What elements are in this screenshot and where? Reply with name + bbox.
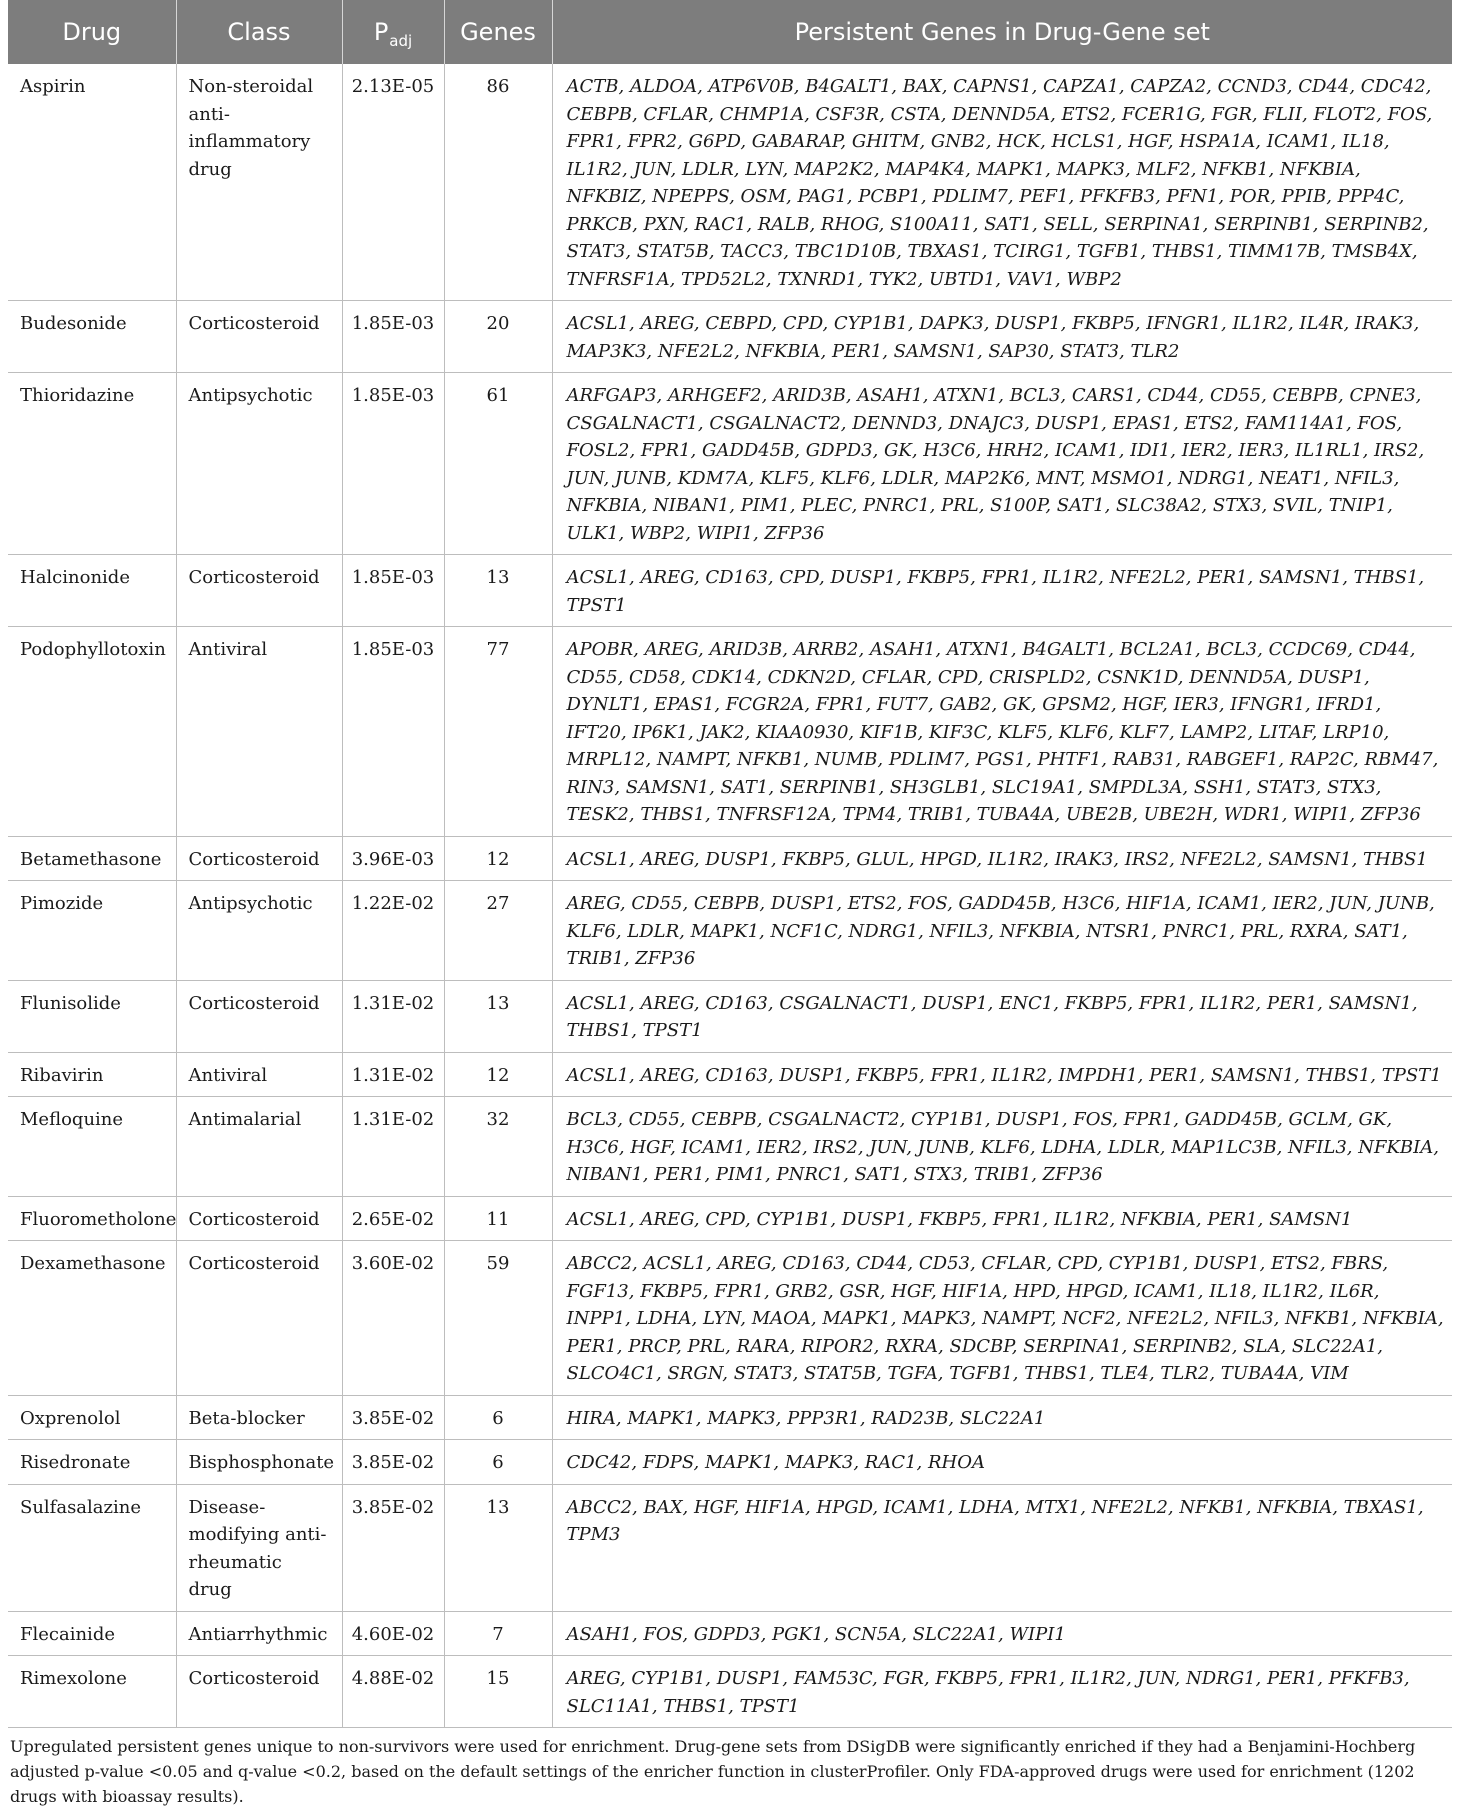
- table-row: [8, 1241, 1452, 1396]
- class-cell: Corticosteroid: [176, 1656, 342, 1728]
- table-row: [8, 1440, 1452, 1485]
- persistent-genes-cell: ABCC2, ACSL1, AREG, CD163, CD44, CD53, CFLAR, CPD, CYP1B1, DUSP1, ETS2, FBRS, FGF13, FKBP5, FPR1, GRB2, GSR, HGF, HIF1A, HPD, HPGD, ICAM1, IL18, IL1R2, IL6R, INPP1, LDHA, LYN, MAOA, MAPK1, MAPK3, NAMPT, NCF2, NFE2L2, NFIL3, NFKB1, NFKBIA, PER1, PRCP, PRL, RARA, RIPOR2, RXRA, SDCBP, SERPINA1, SERPINB2, SLA, SLC22A1, SLCO4C1, SRGN, STAT3, STAT5B, TGFA, TGFB1, THBS1, TLE4, TLR2, TUBA4A, VIM: [552, 1241, 1452, 1396]
- drug-cell: Budesonide: [8, 301, 176, 373]
- drug-cell: Betamethasone: [8, 836, 176, 881]
- genes-count-cell: 27: [444, 881, 552, 981]
- padj-cell: 1.85E-03: [342, 301, 444, 373]
- persistent-genes-cell: ACSL1, AREG, CPD, CYP1B1, DUSP1, FKBP5, FPR1, IL1R2, NFKBIA, PER1, SAMSN1: [552, 1196, 1452, 1241]
- drug-cell: Fluorometholone: [8, 1196, 176, 1241]
- class-cell: Bisphosphonate: [176, 1440, 342, 1485]
- class-cell: Antiarrhythmic: [176, 1611, 342, 1656]
- table-header: [8, 0, 1452, 64]
- genes-count-cell: 13: [444, 555, 552, 627]
- padj-cell: 1.85E-03: [342, 555, 444, 627]
- drug-cell: Podophyllotoxin: [8, 627, 176, 837]
- drug-cell: Halcinonide: [8, 555, 176, 627]
- drug-cell: Dexamethasone: [8, 1241, 176, 1396]
- padj-cell: 3.96E-03: [342, 836, 444, 881]
- padj-cell: 1.85E-03: [342, 627, 444, 837]
- persistent-genes-cell: APOBR, AREG, ARID3B, ARRB2, ASAH1, ATXN1, B4GALT1, BCL2A1, BCL3, CCDC69, CD44, CD55, CD58, CDK14, CDKN2D, CFLAR, CPD, CRISPLD2, CSNK1D, DENND5A, DUSP1, DYNLT1, EPAS1, FCGR2A, FPR1, FUT7, GAB2, GK, GPSM2, HGF, IER3, IFNGR1, IFRD1, IFT20, IP6K1, JAK2, KIAA0930, KIF1B, KIF3C, KLF5, KLF6, KLF7, LAMP2, LITAF, LRP10, MRPL12, NAMPT, NFKB1, NUMB, PDLIM7, PGS1, PHTF1, RAB31, RABGEF1, RAP2C, RBM47, RIN3, SAMSN1, SAT1, SERPINB1, SH3GLB1, SLC19A1, SMPDL3A, SSH1, STAT3, STX3, TESK2, THBS1, TNFRSF12A, TPM4, TRIB1, TUBA4A, UBE2B, UBE2H, WDR1, WIPI1, ZFP36: [552, 627, 1452, 837]
- drug-cell: Rimexolone: [8, 1656, 176, 1728]
- drug-cell: Ribavirin: [8, 1052, 176, 1097]
- header-row: [8, 0, 1452, 64]
- genes-count-cell: 32: [444, 1097, 552, 1197]
- persistent-genes-cell: AREG, CYP1B1, DUSP1, FAM53C, FGR, FKBP5, FPR1, IL1R2, JUN, NDRG1, PER1, PFKFB3, SLC11A1, THBS1, TPST1: [552, 1656, 1452, 1728]
- padj-cell: 1.31E-02: [342, 1097, 444, 1197]
- header-persistent-genes: Persistent Genes in Drug-Gene set: [552, 0, 1452, 64]
- header-genes: Genes: [444, 0, 552, 64]
- table-row: [8, 1052, 1452, 1097]
- header-drug: Drug: [8, 0, 176, 64]
- class-cell: Antipsychotic: [176, 373, 342, 555]
- genes-count-cell: 61: [444, 373, 552, 555]
- persistent-genes-cell: CDC42, FDPS, MAPK1, MAPK3, RAC1, RHOA: [552, 1440, 1452, 1485]
- header-padj-main: P: [373, 18, 389, 46]
- drug-cell: Pimozide: [8, 881, 176, 981]
- padj-cell: 3.60E-02: [342, 1241, 444, 1396]
- padj-cell: 1.85E-03: [342, 373, 444, 555]
- padj-cell: 2.65E-02: [342, 1196, 444, 1241]
- padj-cell: 4.88E-02: [342, 1656, 444, 1728]
- genes-count-cell: 6: [444, 1395, 552, 1440]
- drug-cell: Sulfasalazine: [8, 1484, 176, 1611]
- header-padj: [342, 0, 444, 64]
- class-cell: Corticosteroid: [176, 555, 342, 627]
- persistent-genes-cell: ACSL1, AREG, CD163, DUSP1, FKBP5, FPR1, IL1R2, IMPDH1, PER1, SAMSN1, THBS1, TPST1: [552, 1052, 1452, 1097]
- persistent-genes-cell: ARFGAP3, ARHGEF2, ARID3B, ASAH1, ATXN1, BCL3, CARS1, CD44, CD55, CEBPB, CPNE3, CSGALNACT1, CSGALNACT2, DENND3, DNAJC3, DUSP1, EPAS1, ETS2, FAM114A1, FOS, FOSL2, FPR1, GADD45B, GDPD3, GK, H3C6, HRH2, ICAM1, IDI1, IER2, IER3, IL1RL1, IRS2, JUN, JUNB, KDM7A, KLF5, KLF6, LDLR, MAP2K6, MNT, MSMO1, NDRG1, NEAT1, NFIL3, NFKBIA, NIBAN1, PIM1, PLEC, PNRC1, PRL, S100P, SAT1, SLC38A2, STX3, SVIL, TNIP1, ULK1, WBP2, WIPI1, ZFP36: [552, 373, 1452, 555]
- class-cell: Non-steroidal anti-inflammatory drug: [176, 64, 342, 301]
- class-cell: Antimalarial: [176, 1097, 342, 1197]
- persistent-genes-cell: HIRA, MAPK1, MAPK3, PPP3R1, RAD23B, SLC22A1: [552, 1395, 1452, 1440]
- drug-cell: Flunisolide: [8, 980, 176, 1052]
- genes-count-cell: 6: [444, 1440, 552, 1485]
- header-padj-subscript: adj: [389, 32, 413, 50]
- persistent-genes-cell: AREG, CD55, CEBPB, DUSP1, ETS2, FOS, GADD45B, H3C6, HIF1A, ICAM1, IER2, JUN, JUNB, KLF6, LDLR, MAPK1, NCF1C, NDRG1, NFIL3, NFKBIA, NTSR1, PNRC1, PRL, RXRA, SAT1, TRIB1, ZFP36: [552, 881, 1452, 981]
- table-row: [8, 881, 1452, 981]
- persistent-genes-cell: ACSL1, AREG, CEBPD, CPD, CYP1B1, DAPK3, DUSP1, FKBP5, IFNGR1, IL1R2, IL4R, IRAK3, MAP3K3, NFE2L2, NFKBIA, PER1, SAMSN1, SAP30, STAT3, TLR2: [552, 301, 1452, 373]
- drug-cell: Oxprenolol: [8, 1395, 176, 1440]
- persistent-genes-cell: ACTB, ALDOA, ATP6V0B, B4GALT1, BAX, CAPNS1, CAPZA1, CAPZA2, CCND3, CD44, CDC42, CEBPB, CFLAR, CHMP1A, CSF3R, CSTA, DENND5A, ETS2, FCER1G, FGR, FLII, FLOT2, FOS, FPR1, FPR2, G6PD, GABARAP, GHITM, GNB2, HCK, HCLS1, HGF, HSPA1A, ICAM1, IL18, IL1R2, JUN, LDLR, LYN, MAP2K2, MAP4K4, MAPK1, MAPK3, MLF2, NFKB1, NFKBIA, NFKBIZ, NPEPPS, OSM, PAG1, PCBP1, PDLIM7, PEF1, PFKFB3, PFN1, POR, PPIB, PPP4C, PRKCB, PXN, RAC1, RALB, RHOG, S100A11, SAT1, SELL, SERPINA1, SERPINB1, SERPINB2, STAT3, STAT5B, TACC3, TBC1D10B, TBXAS1, TCIRG1, TGFB1, THBS1, TIMM17B, TMSB4X, TNFRSF1A, TPD52L2, TXNRD1, TYK2, UBTD1, VAV1, WBP2: [552, 64, 1452, 301]
- padj-cell: 1.31E-02: [342, 980, 444, 1052]
- table-row: [8, 555, 1452, 627]
- drug-cell: Mefloquine: [8, 1097, 176, 1197]
- class-cell: Corticosteroid: [176, 301, 342, 373]
- table-row: [8, 64, 1452, 301]
- genes-count-cell: 86: [444, 64, 552, 301]
- table-row: [8, 836, 1452, 881]
- table-footnote: Upregulated persistent genes unique to non-survivors were used for enrichment. Drug-gene sets from DSigDB were significantly enriched if they had a Benjamini-Hochberg adjusted p-value <0.05 and q-value <0.2, based on the default settings of the enricher function in clusterProfiler. Only FDA-approved drugs were used for enrichment (1202 drugs with bioassay results).: [10, 1737, 1416, 1806]
- padj-cell: 4.60E-02: [342, 1611, 444, 1656]
- genes-count-cell: 20: [444, 301, 552, 373]
- drug-enrichment-table: [8, 0, 1452, 1728]
- table-row: [8, 1611, 1452, 1656]
- persistent-genes-cell: ASAH1, FOS, GDPD3, PGK1, SCN5A, SLC22A1, WIPI1: [552, 1611, 1452, 1656]
- class-cell: Corticosteroid: [176, 1196, 342, 1241]
- padj-cell: 3.85E-02: [342, 1395, 444, 1440]
- class-cell: Corticosteroid: [176, 836, 342, 881]
- padj-cell: 3.85E-02: [342, 1440, 444, 1485]
- class-cell: Corticosteroid: [176, 1241, 342, 1396]
- drug-cell: Risedronate: [8, 1440, 176, 1485]
- drug-cell: Thioridazine: [8, 373, 176, 555]
- class-cell: Antiviral: [176, 1052, 342, 1097]
- class-cell: Antiviral: [176, 627, 342, 837]
- class-cell: Disease-modifying anti-rheumatic drug: [176, 1484, 342, 1611]
- genes-count-cell: 15: [444, 1656, 552, 1728]
- class-cell: Antipsychotic: [176, 881, 342, 981]
- table-row: [8, 1395, 1452, 1440]
- header-class: Class: [176, 0, 342, 64]
- genes-count-cell: 7: [444, 1611, 552, 1656]
- table-row: [8, 627, 1452, 837]
- class-cell: Beta-blocker: [176, 1395, 342, 1440]
- table-row: [8, 980, 1452, 1052]
- genes-count-cell: 12: [444, 836, 552, 881]
- genes-count-cell: 77: [444, 627, 552, 837]
- persistent-genes-cell: BCL3, CD55, CEBPB, CSGALNACT2, CYP1B1, DUSP1, FOS, FPR1, GADD45B, GCLM, GK, H3C6, HGF, ICAM1, IER2, IRS2, JUN, JUNB, KLF6, LDHA, LDLR, MAP1LC3B, NFIL3, NFKBIA, NIBAN1, PER1, PIM1, PNRC1, SAT1, STX3, TRIB1, ZFP36: [552, 1097, 1452, 1197]
- class-cell: Corticosteroid: [176, 980, 342, 1052]
- table-row: [8, 1097, 1452, 1197]
- table-row: [8, 1484, 1452, 1611]
- padj-cell: 3.85E-02: [342, 1484, 444, 1611]
- table-row: [8, 1196, 1452, 1241]
- genes-count-cell: 13: [444, 1484, 552, 1611]
- table-row: [8, 301, 1452, 373]
- table-container: [8, 0, 1452, 1809]
- persistent-genes-cell: ACSL1, AREG, CD163, CSGALNACT1, DUSP1, ENC1, FKBP5, FPR1, IL1R2, PER1, SAMSN1, THBS1, TPST1: [552, 980, 1452, 1052]
- padj-cell: 2.13E-05: [342, 64, 444, 301]
- genes-count-cell: 11: [444, 1196, 552, 1241]
- persistent-genes-cell: ACSL1, AREG, DUSP1, FKBP5, GLUL, HPGD, IL1R2, IRAK3, IRS2, NFE2L2, SAMSN1, THBS1: [552, 836, 1452, 881]
- genes-count-cell: 59: [444, 1241, 552, 1396]
- drug-cell: Aspirin: [8, 64, 176, 301]
- padj-cell: 1.22E-02: [342, 881, 444, 981]
- padj-cell: 1.31E-02: [342, 1052, 444, 1097]
- genes-count-cell: 12: [444, 1052, 552, 1097]
- persistent-genes-cell: ACSL1, AREG, CD163, CPD, DUSP1, FKBP5, FPR1, IL1R2, NFE2L2, PER1, SAMSN1, THBS1, TPST1: [552, 555, 1452, 627]
- table-body: [8, 64, 1452, 1728]
- table-row: [8, 1656, 1452, 1728]
- genes-count-cell: 13: [444, 980, 552, 1052]
- drug-cell: Flecainide: [8, 1611, 176, 1656]
- table-row: [8, 373, 1452, 555]
- persistent-genes-cell: ABCC2, BAX, HGF, HIF1A, HPGD, ICAM1, LDHA, MTX1, NFE2L2, NFKB1, NFKBIA, TBXAS1, TPM3: [552, 1484, 1452, 1611]
